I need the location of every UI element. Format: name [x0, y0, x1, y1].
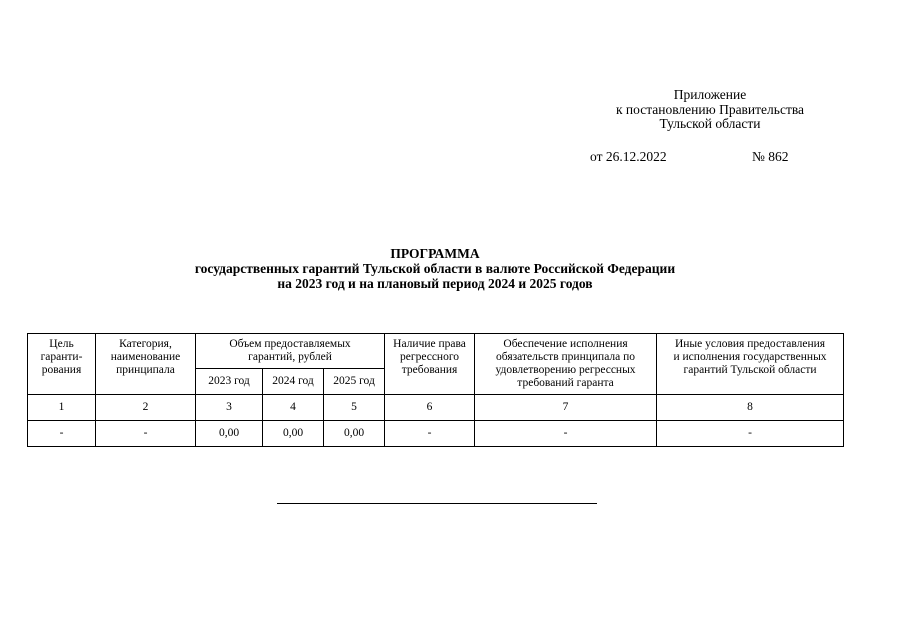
- cell-security: -: [475, 421, 657, 447]
- header-text: Цель: [49, 338, 74, 350]
- decree-date: от 26.12.2022: [590, 149, 667, 164]
- column-number-row: [28, 395, 844, 421]
- header-other-conditions: [657, 334, 844, 395]
- document-title: [0, 246, 870, 291]
- title-heading: ПРОГРАММА: [390, 246, 480, 261]
- header-text: и исполнения государственных: [673, 351, 827, 363]
- column-number: 4: [263, 395, 324, 421]
- header-text: Иные условия предоставления: [674, 338, 826, 350]
- header-text: гарантий Тульской области: [683, 364, 817, 376]
- header-text: Объем предоставляемых: [229, 338, 351, 350]
- header-text: регрессного: [400, 351, 460, 363]
- column-number: 7: [475, 395, 657, 421]
- header-text: удовлетворению регрессных: [495, 364, 636, 376]
- decree-number: № 862: [752, 149, 789, 164]
- cell-goal: -: [28, 421, 96, 447]
- column-number: 3: [196, 395, 263, 421]
- header-year-2023: 2023 год: [196, 369, 263, 395]
- title-subtitle-2: на 2023 год и на плановый период 2024 и 2025 годов: [277, 276, 593, 291]
- column-number: 6: [385, 395, 475, 421]
- cell-volume-2023: 0,00: [196, 421, 263, 447]
- header-text: наименование: [110, 351, 181, 363]
- header-text: Категория,: [119, 338, 172, 350]
- header-text: обязательств принципала по: [496, 351, 636, 363]
- header-text: рования: [41, 364, 82, 376]
- table-row: [28, 421, 844, 447]
- header-text: требований гаранта: [517, 377, 614, 389]
- header-security: [475, 334, 657, 395]
- column-number: 8: [657, 395, 844, 421]
- column-number: 5: [324, 395, 385, 421]
- header-text: требования: [401, 364, 458, 376]
- appendix-line-3: Тульской области: [659, 116, 761, 131]
- header-row: [28, 334, 844, 369]
- guarantees-table: [27, 333, 844, 447]
- header-text: гаранти-: [40, 351, 83, 363]
- header-text: Наличие права: [393, 338, 466, 350]
- footer-divider: [277, 503, 597, 504]
- header-text: гарантий, рублей: [248, 351, 332, 363]
- title-subtitle-1: государственных гарантий Тульской области в валюте Российской Федерации: [194, 261, 676, 276]
- header-regress: [385, 334, 475, 395]
- header-text: Обеспечение исполнения: [503, 338, 628, 350]
- header-category: [96, 334, 196, 395]
- appendix-line-1: Приложение: [673, 87, 747, 102]
- header-text: принципала: [116, 364, 175, 376]
- cell-volume-2024: 0,00: [263, 421, 324, 447]
- column-number: 2: [96, 395, 196, 421]
- column-number: 1: [28, 395, 96, 421]
- cell-volume-2025: 0,00: [324, 421, 385, 447]
- header-volume: [196, 334, 385, 369]
- header-year-2025: 2025 год: [324, 369, 385, 395]
- header-goal: [28, 334, 96, 395]
- appendix-line-2: к постановлению Правительства: [615, 101, 805, 117]
- cell-regress: -: [385, 421, 475, 447]
- cell-other-conditions: -: [657, 421, 844, 447]
- appendix-header: [580, 88, 840, 132]
- header-year-2024: 2024 год: [263, 369, 324, 395]
- cell-category: -: [96, 421, 196, 447]
